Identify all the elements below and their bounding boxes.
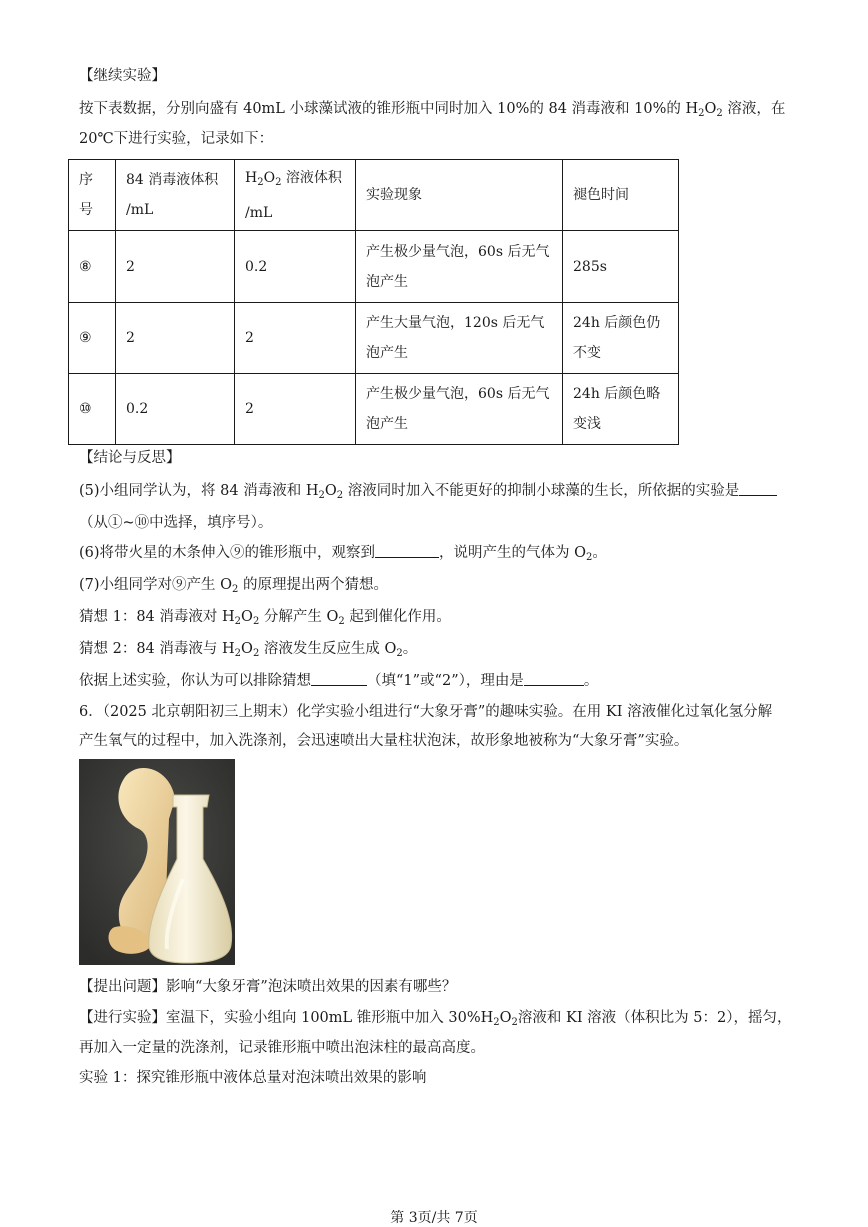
experiment-1-title: 实验 1：探究锥形瓶中液体总量对泡沫喷出效果的影响 [79, 1070, 427, 1086]
row-fade-time: 24h 后颜色仍 不变 [563, 303, 679, 374]
formula-h2o2: $H_2O_2$ [305, 483, 344, 501]
basis-line: 依据上述实验，你认为可以排除猜想 （填“1”或“2”），理由是 。 [79, 673, 599, 689]
intro-text: 按下表数据，分别向盛有 40mL 小球藻试液的锥形瓶中同时加入 10%的 84 消毒液和 10%的 [79, 101, 686, 117]
section-heading-conclusion: 【结论与反思】 [79, 450, 181, 466]
intro-line-1 [79, 99, 785, 124]
header-phenomenon: 实验现象 [356, 160, 563, 231]
question-7: (7)小组同学对⑨产生 $O_2$ 的原理提出两个猜想。 [79, 577, 389, 595]
row-fade-time: 24h 后颜色略 变浅 [563, 374, 679, 445]
question-raise: 【提出问题】影响“大象牙膏”泡沫喷出效果的因素有哪些？ [79, 979, 457, 995]
row-84-volume: 2 [116, 303, 235, 374]
table-row [69, 231, 679, 303]
header-h2o2-volume: $H_2O_2$ 溶液体积 /mL [235, 160, 356, 231]
intro-line-2: 20℃下进行实验，记录如下： [79, 131, 274, 147]
table-row [69, 303, 679, 374]
row-fade-time: 285s [563, 231, 679, 303]
row-phenomenon: 产生大量气泡，120s 后无气 泡产生 [356, 303, 563, 374]
row-h2o2-volume: 2 [235, 303, 356, 374]
table-row [69, 374, 679, 445]
guess-1: 猜想 1：84 消毒液对 $H_2O_2$ 分解产生 $O_2$ 起到催化作用。 [79, 609, 451, 627]
row-84-volume: 0.2 [116, 374, 235, 445]
question-6-stem-line-1: 6．（2025 北京朝阳初三上期末）化学实验小组进行“大象牙膏”的趣味实验。在用 KI 溶液催化过氧化氢分解 [79, 704, 773, 720]
row-84-volume: 2 [116, 231, 235, 303]
header-fade-time: 褪色时间 [563, 160, 679, 231]
page-footer: 第 3页/共 7页 [390, 1210, 478, 1226]
section-heading-continue: 【继续实验】 [79, 68, 166, 84]
row-id: ⑩ [69, 374, 116, 445]
experiment-line-2: 再加入一定量的洗涤剂，记录锥形瓶中喷出泡沫柱的最高高度。 [79, 1040, 485, 1056]
guess-2: 猜想 2：84 消毒液与 $H_2O_2$ 溶液发生反应生成 $O_2$。 [79, 641, 418, 659]
answer-blank[interactable] [311, 671, 367, 686]
experiment-line-1: 【进行实验】室温下，实验小组向 100mL 锥形瓶中加入 $30\%H_2O_2$溶液和 KI 溶液（体积比为 5：2），摇匀， [79, 1010, 792, 1028]
answer-blank[interactable] [739, 481, 777, 496]
row-id: ⑨ [69, 303, 116, 374]
formula-h2o2: $H_2O_2$ [685, 101, 723, 119]
header-84-volume: 84 消毒液体积 /mL [116, 160, 235, 231]
answer-blank[interactable] [375, 543, 439, 558]
question-6: (6)将带火星的木条伸入⑨的锥形瓶中，观察到 ，说明产生的气体为 $O_2$。 [79, 545, 607, 563]
answer-blank[interactable] [524, 671, 584, 686]
row-phenomenon: 产生极少量气泡，60s 后无气 泡产生 [356, 231, 563, 303]
header-index: 序 号 [69, 160, 116, 231]
row-h2o2-volume: 2 [235, 374, 356, 445]
elephant-toothpaste-photo [79, 759, 235, 965]
row-h2o2-volume: 0.2 [235, 231, 356, 303]
question-5-line-1: (5)小组同学认为，将 84 消毒液和 $H_2O_2$ 溶液同时加入不能更好的抑制小球藻的生长，所依据的实验是 [79, 481, 777, 506]
intro-text-end: 溶液，在 [722, 101, 786, 117]
row-phenomenon: 产生极少量气泡，60s 后无气 泡产生 [356, 374, 563, 445]
experiment-table [68, 159, 679, 445]
table-header-row [69, 160, 679, 231]
row-id: ⑧ [69, 231, 116, 303]
question-6-stem-line-2: 产生氧气的过程中，加入洗涤剂，会迅速喷出大量柱状泡沫，故形象地被称为“大象牙膏”实验。 [79, 733, 689, 749]
question-5-line-2: （从①~⑩中选择，填序号）。 [79, 515, 273, 531]
